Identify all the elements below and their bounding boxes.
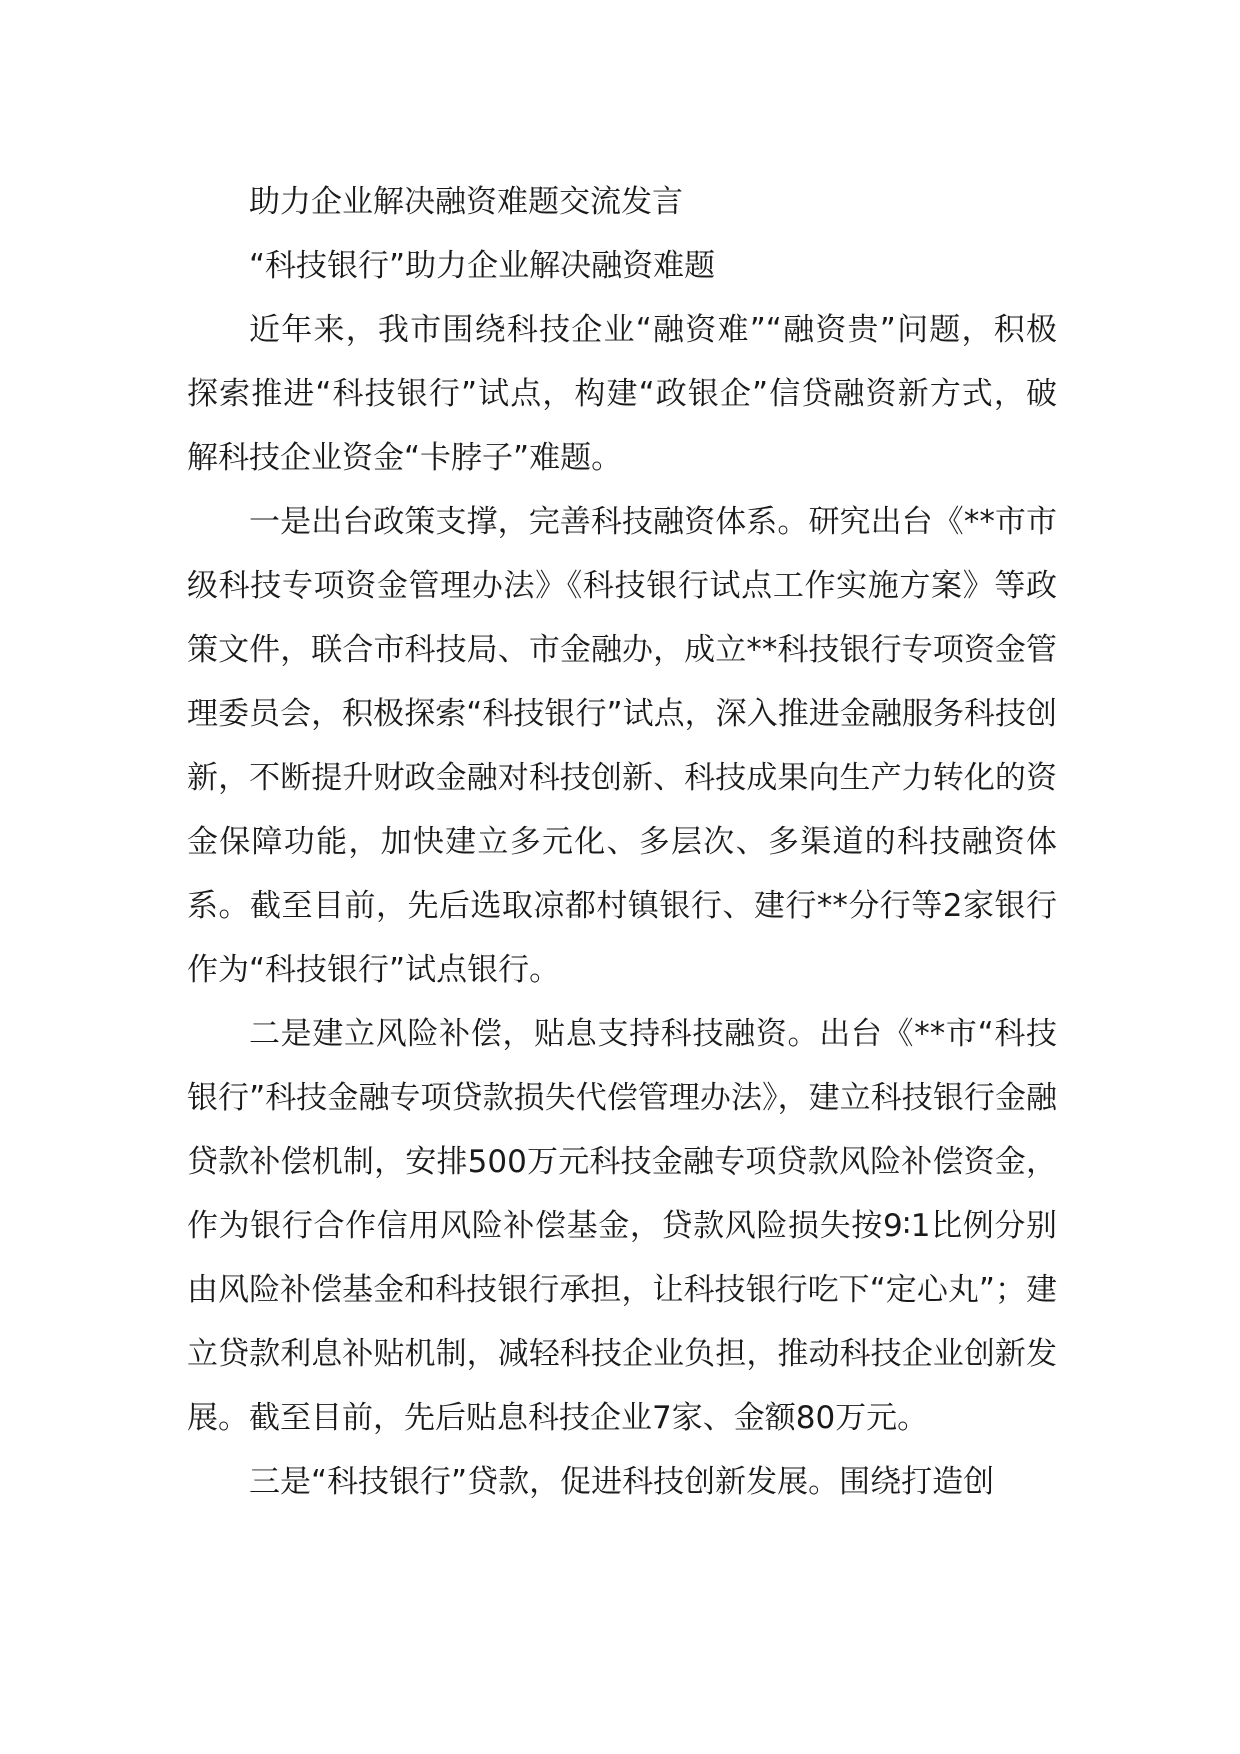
- paragraph-intro: 近年来，我市围绕科技企业“融资难”“融资贵”问题，积极探索推进“科技银行”试点，构建“政银企”信贷融资新方式，破解科技企业资金“卡脖子”难题。: [187, 312, 1057, 476]
- document-title: 助力企业解决融资难题交流发言: [249, 184, 683, 220]
- document-body: [187, 170, 1057, 1514]
- paragraph-policy-support: 一是出台政策支撑，完善科技融资体系。研究出台《**市市级科技专项资金管理办法》《科技银行试点工作实施方案》等政策文件，联合市科技局、市金融办，成立**科技银行专项资金管理委员会，积极探索“科技银行”试点，深入推进金融服务科技创新，不断提升财政金融对科技创新、科技成果向生产力转化的资金保障功能，加快建立多元化、多层次、多渠道的科技融资体系。截至目前，先后选取凉都村镇银行、建行**分行等2家银行作为“科技银行”试点银行。: [187, 504, 1057, 988]
- paragraph-risk-compensation: 二是建立风险补偿，贴息支持科技融资。出台《**市“科技银行”科技金融专项贷款损失代偿管理办法》，建立科技银行金融贷款补偿机制，安排500万元科技金融专项贷款风险补偿资金，作为银行合作信用风险补偿基金，贷款风险损失按9∶1比例分别由风险补偿基金和科技银行承担，让科技银行吃下“定心丸”；建立贷款利息补贴机制，减轻科技企业负担，推动科技企业创新发展。截至目前，先后贴息科技企业7家、金额80万元。: [187, 1016, 1057, 1436]
- paragraph-tech-bank-loans: 三是“科技银行”贷款，促进科技创新发展。围绕打造创: [249, 1464, 995, 1500]
- document-subtitle: “科技银行”助力企业解决融资难题: [249, 248, 716, 284]
